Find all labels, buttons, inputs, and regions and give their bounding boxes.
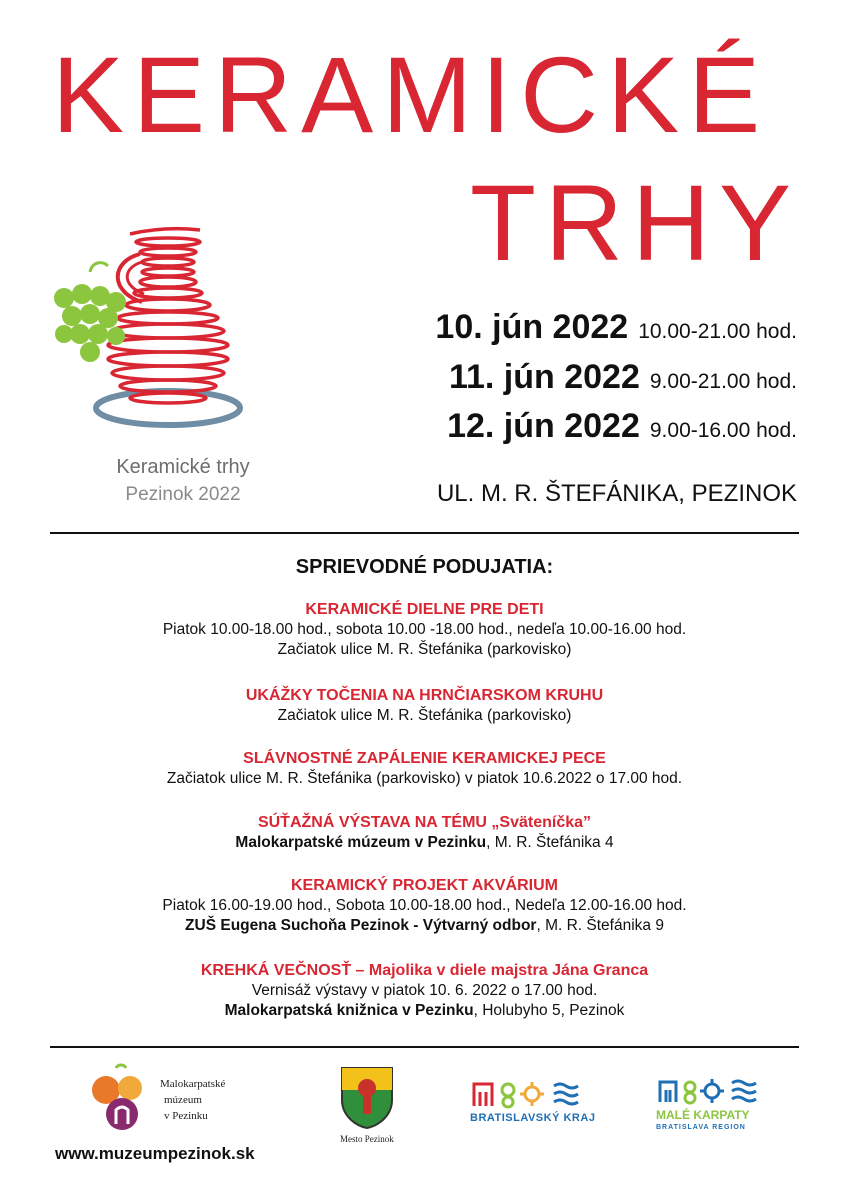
- date-row: [449, 358, 797, 397]
- museum-name-line: múzeum: [164, 1094, 202, 1106]
- venue-address: UL. M. R. ŠTEFÁNIKA, PEZINOK: [436, 480, 797, 507]
- title-line-2: TRHY: [470, 162, 800, 283]
- event-title: KERAMICKÝ PROJEKT AKVÁRIUM: [291, 877, 558, 894]
- town-name: Mesto Pezinok: [340, 1134, 394, 1144]
- event-line: Vernisáž výstavy v piatok 10. 6. 2022 o 17.00 hod.: [251, 982, 598, 999]
- event-title: SÚŤAŽNÁ VÝSTAVA NA TÉMU „Sväteníčka”: [257, 814, 592, 831]
- events-heading: SPRIEVODNÉ PODUJATIA:: [295, 556, 554, 578]
- event-line: Začiatok ulice M. R. Štefánika (parkovisko): [277, 641, 572, 658]
- date-label: 11. jún 2022: [448, 358, 640, 396]
- event-venue: Malokarpatské múzeum v Pezinku: [235, 834, 487, 851]
- town-coat-of-arms-icon: [338, 1064, 396, 1130]
- website-link[interactable]: www.muzeumpezinok.sk: [55, 1144, 255, 1163]
- event-line: [0, 916, 849, 936]
- event-title: KREHKÁ VEČNOSŤ – Majolika v diele majstra Jána Granca: [200, 962, 649, 979]
- event-title: SLÁVNOSTNÉ ZAPÁLENIE KERAMICKEJ PECE: [243, 750, 606, 767]
- event-venue-address: , M. R. Štefánika 4: [486, 834, 614, 851]
- museum-name-line: v Pezinku: [164, 1110, 208, 1122]
- region-name: BRATISLAVSKÝ KRAJ: [470, 1112, 596, 1124]
- male-karpaty-logo-icon: [656, 1076, 766, 1106]
- event-title: KERAMICKÉ DIELNE PRE DETI: [305, 601, 544, 618]
- date-row: [447, 407, 797, 446]
- event-block: [0, 686, 849, 726]
- jug-with-grapes-logo: [50, 222, 260, 442]
- event-line: Začiatok ulice M. R. Štefánika (parkovisko) v piatok 10.6.2022 o 17.00 hod.: [166, 770, 683, 787]
- event-block: [0, 813, 849, 853]
- event-line: Piatok 16.00-19.00 hod., Sobota 10.00-18.00 hod., Nedeľa 12.00-16.00 hod.: [162, 897, 687, 914]
- logo-caption-line-1: Keramické trhy: [116, 456, 250, 478]
- museum-name-line: Malokarpatské: [160, 1078, 226, 1090]
- event-block: [0, 961, 849, 1021]
- event-line: Začiatok ulice M. R. Štefánika (parkovisko): [277, 707, 572, 724]
- date-hours: 9.00-21.00 hod.: [649, 370, 797, 393]
- event-block: [0, 749, 849, 789]
- event-block: [0, 600, 849, 660]
- event-title: UKÁŽKY TOČENIA NA HRNČIARSKOM KRUHU: [245, 687, 604, 704]
- divider-bottom: [50, 1046, 799, 1048]
- event-venue: Malokarpatská knižnica v Pezinku: [224, 1002, 474, 1019]
- divider-top: [50, 532, 799, 534]
- event-line: [0, 1001, 849, 1021]
- male-karpaty-subtitle: BRATISLAVA REGION: [656, 1124, 746, 1131]
- date-label: 10. jún 2022: [435, 308, 629, 346]
- event-venue-address: , M. R. Štefánika 9: [536, 917, 664, 934]
- male-karpaty-name: MALÉ KARPATY: [656, 1108, 750, 1122]
- event-venue-address: , Holubyho 5, Pezinok: [473, 1002, 625, 1019]
- date-hours: 10.00-21.00 hod.: [638, 320, 797, 343]
- event-line: [0, 833, 849, 853]
- event-block: [0, 876, 849, 936]
- date-hours: 9.00-16.00 hod.: [649, 419, 797, 442]
- date-row: [435, 308, 797, 347]
- title-line-1: KERAMICKÉ: [52, 34, 770, 155]
- event-line: Piatok 10.00-18.00 hod., sobota 10.00 -18.00 hod., nedeľa 10.00-16.00 hod.: [162, 621, 687, 638]
- date-label: 12. jún 2022: [447, 407, 640, 445]
- logo-caption-line-2: Pezinok 2022: [125, 484, 241, 505]
- museum-logo-icon: [88, 1062, 160, 1140]
- region-logo-icon: [470, 1078, 590, 1110]
- event-venue: ZUŠ Eugena Suchoňa Pezinok - Výtvarný odbor: [185, 917, 537, 934]
